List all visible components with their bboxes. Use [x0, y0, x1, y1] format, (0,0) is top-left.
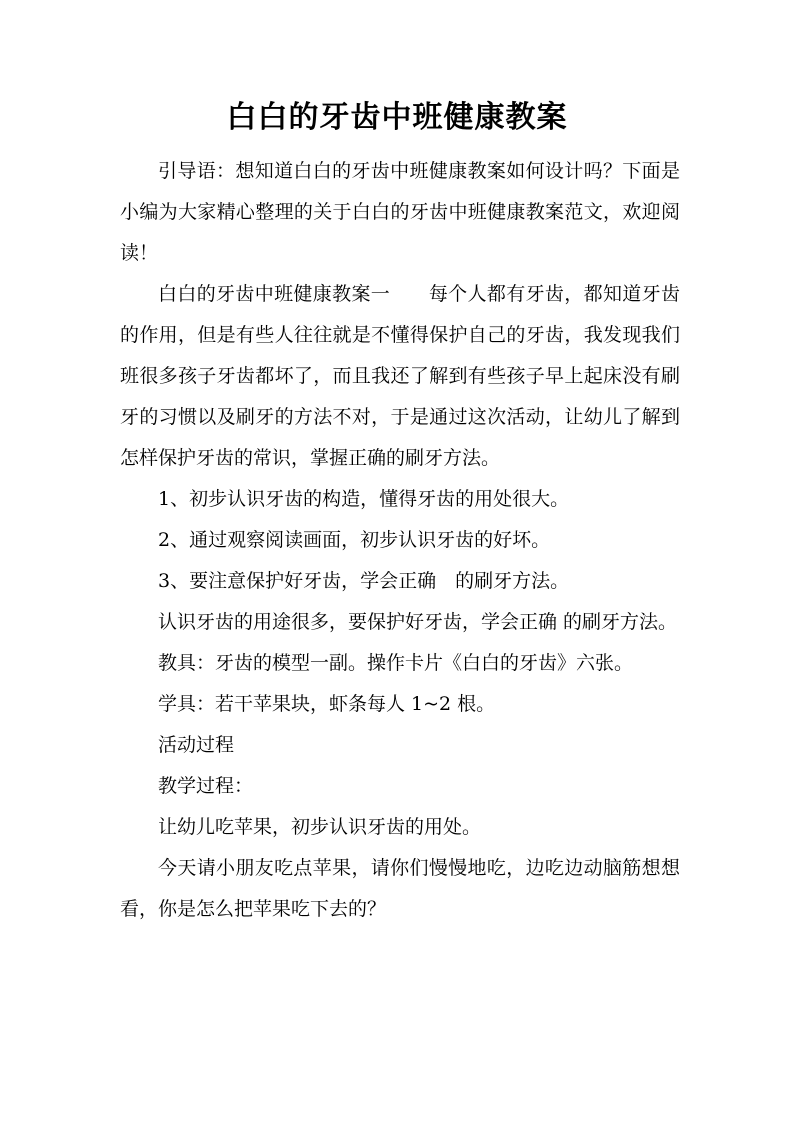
goal-item-3: 3、要注意保护好牙齿，学会正确 的刷牙方法。: [158, 570, 570, 592]
intro-paragraph: 引导语：想知道白白的牙齿中班健康教案如何设计吗？下面是小编为大家精心整理的关于白白的牙齿中班健康教案范文，欢迎阅读！: [120, 160, 680, 264]
document-body: [120, 151, 680, 930]
instruction-paragraph: 今天请小朋友吃点苹果，请你们慢慢地吃，边吃边动脑筋想想看，你是怎么把苹果吃下去的？: [120, 857, 680, 920]
goal-item-1: 1、初步认识牙齿的构造，懂得牙齿的用处很大。: [158, 488, 570, 510]
goal-item-2: 2、通过观察阅读画面，初步认识牙齿的好坏。: [158, 529, 551, 551]
learning-aids-paragraph: 学具：若干苹果块，虾条每人 1~2 根。: [158, 693, 496, 715]
background-paragraph: 白白的牙齿中班健康教案一 每个人都有牙齿，都知道牙齿的作用，但是有些人往往就是不懂得保护自己的牙齿，我发现我们班很多孩子牙齿都坏了，而且我还了解到有些孩子早上起床没有刷牙的习惯以及刷牙的方法不对，于是通过这次活动，让幼儿了解到怎样保护牙齿的常识，掌握正确的刷牙方法。: [120, 283, 680, 469]
teaching-aids-paragraph: 教具：牙齿的模型一副。操作卡片《白白的牙齿》六张。: [158, 652, 634, 674]
teaching-process-heading: 教学过程：: [158, 775, 254, 797]
key-point-paragraph: 认识牙齿的用途很多，要保护好牙齿，学会正确 的刷牙方法。: [158, 611, 678, 633]
document-title: 白白的牙齿中班健康教案: [226, 100, 568, 135]
activity-process-heading: 活动过程: [158, 734, 235, 756]
step-paragraph: 让幼儿吃苹果，初步认识牙齿的用处。: [158, 816, 482, 838]
